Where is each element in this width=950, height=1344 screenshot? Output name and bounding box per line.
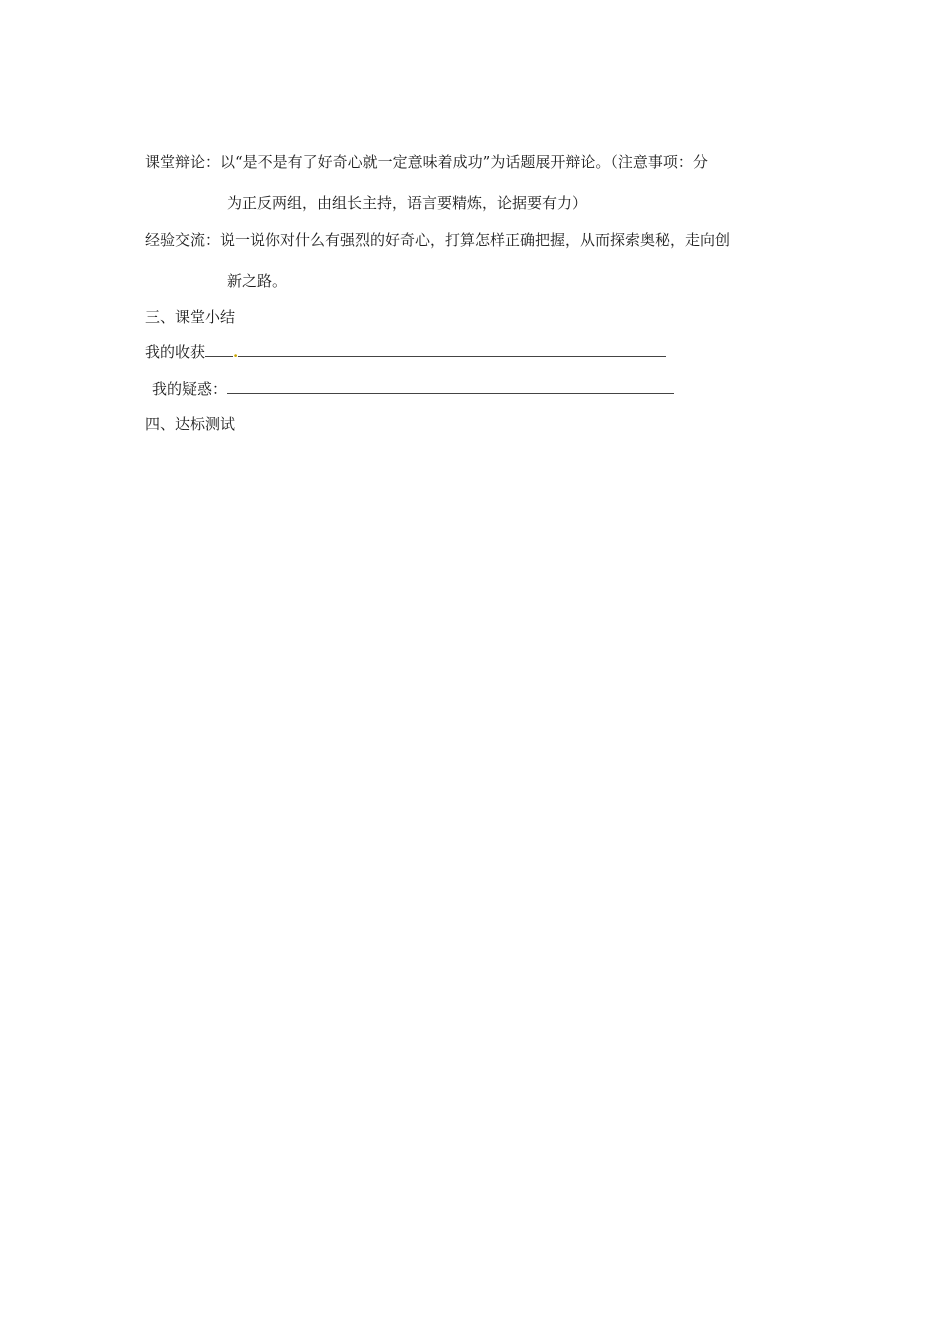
exchange-text-line1: 说一说你对什么有强烈的好奇心，打算怎样正确把握，从而探索奥秘，走向创 (220, 231, 731, 249)
doubts-label: 我的疑惑： (152, 380, 228, 398)
gains-answer-line[interactable] (238, 342, 666, 357)
gains-row (145, 342, 666, 362)
doubts-row (152, 379, 674, 399)
debate-paragraph (145, 152, 708, 172)
gains-mark: . (233, 343, 239, 361)
debate-text-line1: 以“是不是有了好奇心就一定意味着成功”为话题展开辩论。（注意事项：分 (220, 153, 708, 171)
debate-label: 课堂辩论： (145, 153, 221, 171)
debate-text-line2: 为正反两组，由组长主持，语言要精炼，论据要有力） (227, 194, 588, 212)
exchange-paragraph (145, 230, 730, 250)
gains-label: 我的收获 (145, 343, 206, 361)
exchange-text-line2: 新之路。 (227, 272, 288, 290)
exchange-label: 经验交流： (145, 231, 221, 249)
section-four-heading: 四、达标测试 (145, 415, 236, 433)
gains-blank-short[interactable] (205, 342, 233, 357)
section-three-heading: 三、课堂小结 (145, 308, 236, 326)
doubts-answer-line[interactable] (227, 379, 674, 394)
